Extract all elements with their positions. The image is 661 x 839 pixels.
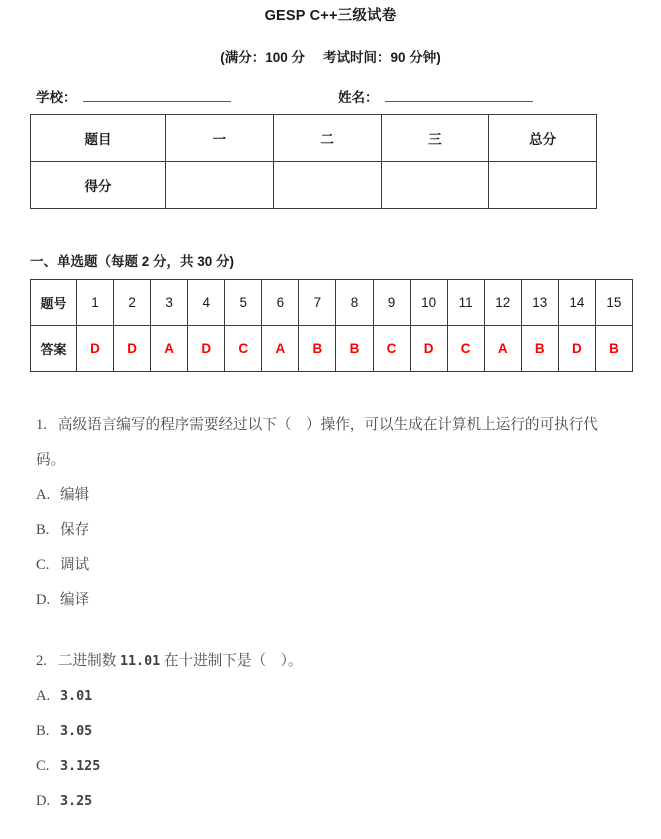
option-text: 3.25 [60,794,93,809]
option-text: 调试 [60,557,90,573]
option-key: A. [36,487,51,503]
answer-cell: D [114,326,151,372]
name-label: 姓名： [338,90,379,105]
question-number-cell: 12 [484,280,521,326]
answer-key-table [30,279,633,372]
question-number-cell: 3 [151,280,188,326]
option-key: D. [36,793,51,809]
question-1-option-c[interactable] [36,548,636,583]
question-1-stem [36,408,611,478]
exam-duration: 考试时间：90 分钟) [323,50,441,65]
question-2-stem [36,644,611,679]
question-2-binary-value: 11.01 [119,654,161,669]
answer-cell: B [299,326,336,372]
answer-cell: C [447,326,484,372]
answer-cell: B [595,326,632,372]
option-text: 3.05 [60,724,93,739]
question-number-cell: 14 [558,280,595,326]
question-1-text: 高级语言编写的程序需要经过以下（ ）操作，可以生成在计算机上运行的可执行代码。 [36,417,598,468]
question-2-option-b[interactable] [36,714,636,749]
school-field[interactable] [36,86,231,106]
question-1-option-d[interactable] [36,583,636,618]
name-field[interactable] [338,86,533,106]
table-row [31,162,597,209]
question-number-cell: 9 [373,280,410,326]
question-2 [36,644,636,819]
name-blank-line[interactable] [385,88,533,102]
answer-key-answer-label: 答案 [31,326,77,372]
score-header-cell: 二 [273,115,381,162]
question-number-cell: 13 [521,280,558,326]
answer-cell: C [373,326,410,372]
question-number-cell: 5 [225,280,262,326]
answer-key-number-label: 题号 [31,280,77,326]
question-2-option-c[interactable] [36,749,636,784]
exam-total-score: (满分：100 分 [220,50,305,65]
question-number-cell: 2 [114,280,151,326]
option-key: B. [36,522,50,538]
option-text: 3.125 [60,759,101,774]
option-text: 编辑 [60,487,90,503]
option-text: 编译 [60,592,90,608]
question-number-cell: 6 [262,280,299,326]
section-heading-single-choice: 一、单选题（每题 2 分，共 30 分) [30,254,235,269]
question-number-cell: 8 [336,280,373,326]
question-number-cell: 11 [447,280,484,326]
question-2-text-part2: 在十进制下是（ ）。 [160,653,303,669]
score-value-cell[interactable] [166,162,274,209]
question-number-cell: 7 [299,280,336,326]
answer-cell: C [225,326,262,372]
option-key: B. [36,723,50,739]
answer-cell: B [336,326,373,372]
score-row-label: 得分 [31,162,166,209]
identity-fields [0,86,661,108]
score-value-cell[interactable] [381,162,489,209]
question-1-option-b[interactable] [36,513,636,548]
answer-cell: A [151,326,188,372]
question-1-option-a[interactable] [36,478,636,513]
answer-cell: B [521,326,558,372]
page-title: GESP C++三级试卷 [264,8,397,24]
score-header-cell: 一 [166,115,274,162]
score-header-cell: 总分 [489,115,597,162]
school-blank-line[interactable] [83,88,231,102]
question-number-cell: 4 [188,280,225,326]
question-2-option-d[interactable] [36,784,636,819]
score-header-cell: 三 [381,115,489,162]
answer-cell: D [77,326,114,372]
answer-cell: D [188,326,225,372]
score-value-cell[interactable] [489,162,597,209]
option-text: 保存 [60,522,90,538]
question-2-text-part1: 二进制数 [57,653,120,669]
questions-list [36,408,636,839]
option-key: C. [36,557,50,573]
table-row [31,115,597,162]
option-key: D. [36,592,51,608]
question-number-cell: 10 [410,280,447,326]
option-key: C. [36,758,50,774]
question-1-number: 1. [36,417,47,433]
answer-cell: D [410,326,447,372]
option-text: 3.01 [60,689,93,704]
score-table [30,114,597,209]
answer-cell: A [484,326,521,372]
question-2-option-a[interactable] [36,679,636,714]
school-label: 学校： [36,90,77,105]
score-value-cell[interactable] [273,162,381,209]
option-key: A. [36,688,51,704]
question-2-number: 2. [36,653,47,669]
table-row [31,280,633,326]
question-number-cell: 15 [595,280,632,326]
answer-cell: A [262,326,299,372]
score-row-label: 题目 [31,115,166,162]
question-number-cell: 1 [77,280,114,326]
question-1 [36,408,636,618]
answer-cell: D [558,326,595,372]
exam-info-line [0,46,661,66]
table-row [31,326,633,372]
